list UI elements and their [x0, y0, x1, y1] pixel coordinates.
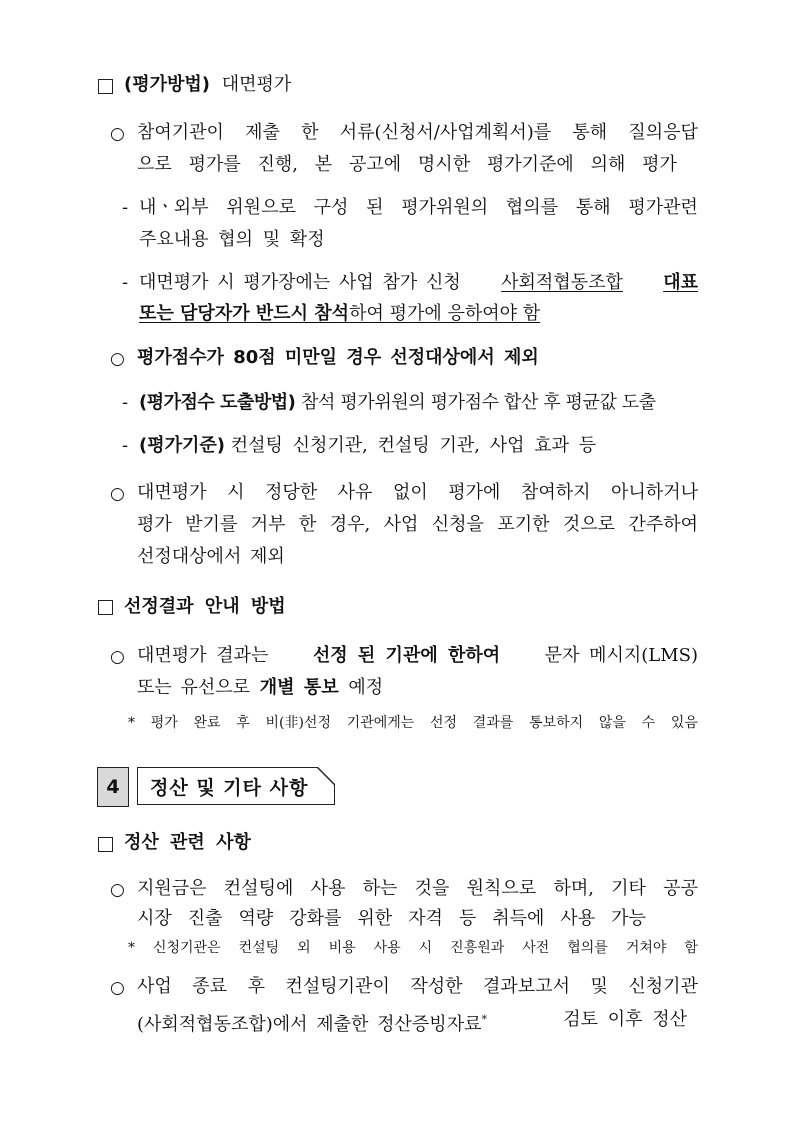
section-square-bullet: [98, 837, 113, 852]
eval-d3-bold: (평가점수 도출방법): [139, 392, 296, 413]
eval-d2-line2-text: 하여 평가에 응하여야 함: [349, 303, 541, 324]
section-square-bullet: [98, 79, 113, 94]
word: 신청을: [431, 514, 484, 535]
word: 시: [418, 940, 433, 956]
eval-d2-line2: [139, 302, 540, 326]
word: 공고에: [348, 154, 402, 175]
word: 기타: [611, 878, 646, 899]
section-square-bullet: [98, 600, 113, 615]
word: 통보하지: [529, 715, 584, 731]
word: 기관에게는: [346, 715, 415, 731]
circle-bullet: ○: [110, 124, 125, 144]
word: 컨설팅: [238, 940, 280, 956]
word: 으로: [137, 154, 172, 175]
word: 사전: [522, 940, 550, 956]
word: *: [128, 940, 135, 956]
word: 비용: [328, 940, 356, 956]
word: 사용: [373, 940, 401, 956]
result-p1-seg1: 대면평가 결과는: [137, 645, 269, 666]
word: 종료: [192, 976, 228, 997]
word: 본: [314, 154, 333, 175]
eval-d1-line2: 주요내용 협의 및 확정: [139, 229, 325, 250]
eval-header-bold: (평가방법): [124, 74, 211, 95]
eval-p3-line2: [137, 513, 698, 537]
eval-d2-line1: [139, 271, 698, 295]
word: 자격: [408, 908, 443, 929]
word: 외: [297, 940, 311, 956]
word: 간주하여: [628, 514, 698, 535]
eval-d2-plain: 대면평가 시 평가장에는 사업 참가 신청: [139, 272, 461, 293]
word: 공공: [663, 878, 698, 899]
word: 수: [641, 715, 656, 731]
word: 비(非)선정: [265, 715, 331, 731]
word: 없이: [392, 482, 428, 503]
word: 사용: [310, 878, 346, 899]
word: 원칙으로: [466, 878, 537, 899]
word: 된: [366, 197, 384, 218]
settle-note-words: [128, 938, 698, 958]
word: 컨설팅기관이: [285, 976, 390, 997]
word: 한: [298, 514, 317, 535]
eval-d4-bold: (평가기준): [139, 435, 226, 456]
word: 참여기관이: [137, 122, 224, 143]
eval-p3-line1: [137, 481, 698, 505]
word: 등: [458, 908, 477, 929]
eval-d2-bold-underline: 대표: [663, 272, 698, 293]
word: 시: [227, 482, 245, 503]
word: 명시한: [417, 154, 471, 175]
eval-p1-line2: [137, 153, 677, 177]
dash-bullet: -: [122, 435, 129, 456]
eval-p3-line3: 선정대상에서 제외: [137, 546, 285, 567]
result-header: 선정결과 안내 방법: [124, 596, 286, 617]
circle-bullet: ○: [110, 880, 125, 900]
result-p1-line2-a: 또는 유선으로: [137, 677, 251, 698]
word: 시장: [137, 908, 172, 929]
word: 통해: [575, 197, 611, 218]
word: 강화를: [289, 908, 342, 929]
word: 사업: [137, 976, 172, 997]
word: 후: [247, 976, 265, 997]
word: 평가관련: [628, 197, 698, 218]
eval-d2-line2-bold: 또는 담당자가 반드시 참석: [139, 303, 350, 324]
result-p1-line2-bold: 개별 통보: [259, 677, 339, 698]
settle-p1-line1: [137, 877, 698, 901]
settle-p2-line2-a-text: (사회적협동조합)에서 제출한 정산증빙자료: [137, 1014, 482, 1035]
word: 및: [590, 976, 608, 997]
word: 진행,: [257, 154, 299, 175]
eval-d1-line1: [139, 196, 698, 220]
word: 포기한: [497, 514, 550, 535]
word: 평가위원의: [401, 197, 489, 218]
settle-p2-line1: [137, 975, 698, 999]
settle-p2-line2: [137, 1008, 687, 1037]
folded-corner-icon: [317, 767, 335, 785]
eval-d4: [139, 434, 596, 458]
word: 의해: [590, 154, 626, 175]
word: 사유: [337, 482, 373, 503]
word: 제출: [245, 122, 280, 143]
circle-bullet: ○: [110, 484, 125, 504]
word: 선정: [430, 715, 458, 731]
word: 거부: [250, 514, 286, 535]
word: 평가: [642, 154, 677, 175]
result-p1-seg2: 선정 된 기관에 한하여: [312, 645, 501, 666]
word: 평가를: [188, 154, 241, 175]
word: 사용: [560, 908, 596, 929]
word: 가능: [611, 908, 646, 929]
word: 질의응답: [628, 122, 698, 143]
word: 진출: [187, 908, 223, 929]
word: 내ㆍ외부: [139, 197, 209, 218]
word: 것으로: [562, 514, 616, 535]
eval-d3-text: 참석 평가위원의 평가점수 합산 후 평균값 도출: [301, 392, 656, 413]
word: 함: [684, 940, 698, 956]
word: 한: [301, 122, 319, 143]
word: 하며,: [553, 878, 594, 899]
word: 것을: [414, 878, 450, 899]
word: 통해: [572, 122, 608, 143]
word: 위한: [357, 908, 393, 929]
section-number: 4: [97, 767, 129, 807]
word: 후: [236, 715, 250, 731]
word: 지원금은: [137, 878, 207, 899]
result-note: [128, 713, 698, 733]
word: 진흥원과: [450, 940, 505, 956]
word: 평가기준에: [486, 154, 574, 175]
circle-bullet: ○: [110, 647, 125, 667]
eval-d3: [139, 391, 656, 415]
word: 신청기관: [628, 976, 698, 997]
word: 정당한: [264, 482, 318, 503]
eval-p1-line1: [137, 121, 698, 145]
eval-header: [124, 73, 291, 97]
word: 대면평가: [137, 482, 207, 503]
word: 위원으로: [226, 197, 296, 218]
dash-bullet: -: [122, 392, 129, 413]
section-4-header: [97, 767, 335, 807]
word: 하는: [362, 878, 398, 899]
word: 컨설팅에: [223, 878, 294, 899]
circle-bullet: ○: [110, 349, 125, 369]
word: 구성: [313, 197, 349, 218]
word: 결과를: [472, 715, 514, 731]
eval-d4-text: 컨설팅 신청기관, 컨설팅 기관, 사업 효과 등: [230, 435, 597, 456]
word: 평가에: [448, 482, 501, 503]
word: 협의를: [505, 197, 559, 218]
result-p1-line2: [137, 676, 383, 700]
settle-p1-line2: [137, 907, 646, 931]
dash-bullet: -: [122, 197, 129, 218]
word: 협의를: [567, 940, 608, 956]
word: 취득에: [492, 908, 545, 929]
circle-bullet: ○: [110, 978, 125, 998]
word: 사업: [383, 514, 419, 535]
word: 서류(신청서/사업계획서)를: [339, 122, 552, 143]
settle-note: [128, 938, 698, 958]
word: *: [128, 715, 135, 731]
result-note-words: [128, 713, 698, 733]
settle-p2-line2-b: 검토 이후 정산: [563, 1009, 687, 1030]
word: 있음: [670, 715, 698, 731]
result-p1-line1: [137, 644, 698, 668]
word: 참여하지: [520, 482, 591, 503]
result-p1-line2-b: 예정: [348, 677, 384, 698]
eval-p2: 평가점수가 80점 미만일 경우 선정대상에서 제외: [137, 347, 539, 368]
word: 않을: [598, 715, 626, 731]
word: 거쳐야: [625, 940, 667, 956]
section-title: 정산 및 기타 사항: [150, 776, 309, 799]
settle-p2-line2-a: [137, 1008, 487, 1037]
word: 완료: [193, 715, 221, 731]
settle-header: 정산 관련 사항: [124, 832, 251, 853]
section-title-box: [137, 767, 335, 805]
word: 신청기관은: [152, 940, 221, 956]
eval-d2-underline: 사회적협동조합: [501, 272, 623, 293]
word: 작성한: [410, 976, 463, 997]
word: 경우,: [329, 514, 371, 535]
word: 평가: [150, 715, 178, 731]
word: 아니하거나: [611, 482, 698, 503]
dash-bullet: -: [122, 272, 129, 293]
result-p1-seg3: 문자 메시지(LMS): [544, 645, 698, 666]
footnote-marker: *: [481, 1013, 487, 1026]
word: 결과보고서: [483, 976, 570, 997]
word: 역량: [238, 908, 274, 929]
eval-header-text: 대면평가: [221, 74, 292, 95]
word: 평가: [137, 514, 172, 535]
word: 받기를: [185, 514, 238, 535]
